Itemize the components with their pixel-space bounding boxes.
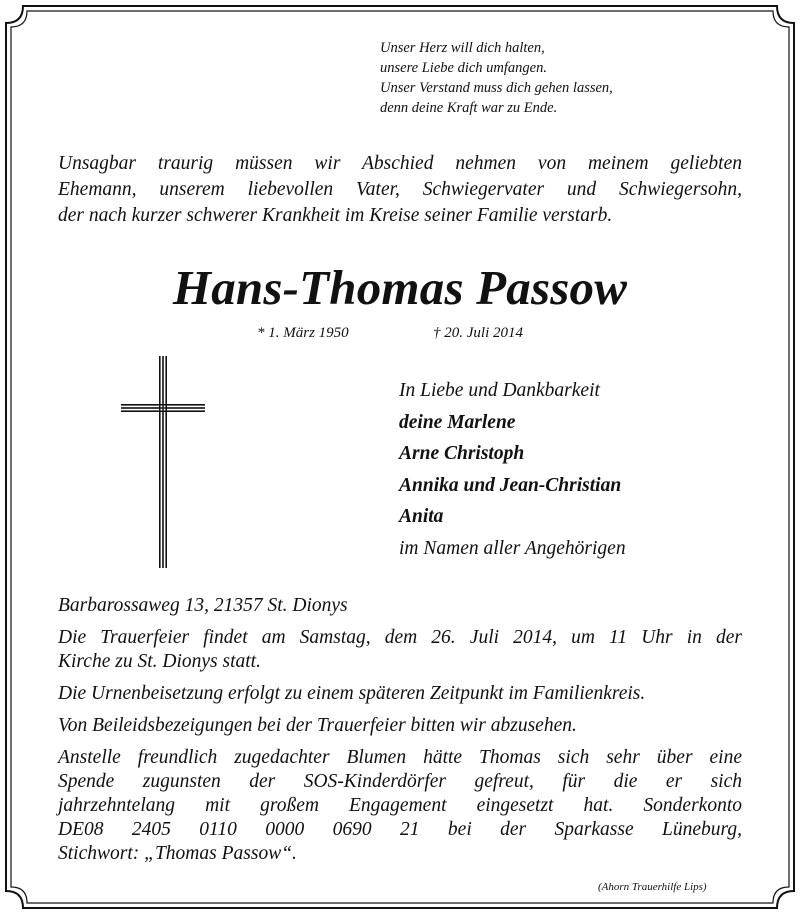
- condolences-note: Von Beileidsbezeigungen bei der Trauerfeier bitten wir abzusehen.: [58, 715, 577, 736]
- donation-line: Spende zugunsten der SOS-Kinderdörfer gefreut, für die er sich: [58, 771, 742, 792]
- urn-burial-info: Die Urnenbeisetzung erfolgt zu einem späteren Zeitpunkt im Familienkreis.: [58, 683, 646, 704]
- intro-line: Ehemann, unserem liebevollen Vater, Schwiegervater und Schwiegersohn,: [58, 179, 742, 200]
- funeral-info: [58, 626, 742, 674]
- donation-line: Stichwort: „Thomas Passow“.: [58, 843, 297, 864]
- poem-line: Unser Verstand muss dich gehen lassen,: [380, 80, 613, 96]
- signature-opening: In Liebe und Dankbarkeit: [399, 380, 600, 401]
- funeral-line: Kirche zu St. Dionys statt.: [58, 651, 261, 672]
- signature-block: [399, 375, 626, 564]
- intro-paragraph: [58, 151, 742, 229]
- mourner-name: Annika und Jean-Christian: [399, 474, 622, 496]
- poem-line: Unser Herz will dich halten,: [380, 40, 545, 56]
- poem-line: denn deine Kraft war zu Ende.: [380, 100, 558, 116]
- mourner-name: Arne Christoph: [399, 443, 525, 464]
- mourner-name: Anita: [399, 506, 444, 527]
- death-date: † 20. Juli 2014: [433, 325, 523, 341]
- poem-verse: [380, 38, 613, 118]
- poem-line: unsere Liebe dich umfangen.: [380, 60, 547, 76]
- address: Barbarossaweg 13, 21357 St. Dionys: [58, 595, 348, 616]
- signature-closing: im Namen aller Angehörigen: [399, 537, 626, 559]
- funeral-home-credit: (Ahorn Trauerhilfe Lips): [598, 881, 707, 893]
- cross-icon: [121, 356, 205, 568]
- donation-line: DE08 2405 0110 0000 0690 21 bei der Sparkasse Lüneburg,: [58, 819, 742, 840]
- birth-date: * 1. März 1950: [257, 325, 349, 341]
- mourner-name: deine Marlene: [399, 411, 516, 433]
- funeral-line: Die Trauerfeier findet am Samstag, dem 26. Juli 2014, um 11 Uhr in der: [58, 627, 742, 648]
- donation-request: [58, 746, 742, 866]
- deceased-name: Hans-Thomas Passow: [172, 260, 628, 315]
- donation-line: Anstelle freundlich zugedachter Blumen hätte Thomas sich sehr über eine: [58, 747, 742, 768]
- intro-line: Unsagbar traurig müssen wir Abschied nehmen von meinem geliebten: [58, 153, 742, 174]
- intro-line: der nach kurzer schwerer Krankheit im Kreise seiner Familie verstarb.: [58, 205, 613, 226]
- donation-line: jahrzehntelang mit großem Engagement eingesetzt hat. Sonderkonto: [58, 795, 742, 816]
- details-section: [58, 594, 742, 866]
